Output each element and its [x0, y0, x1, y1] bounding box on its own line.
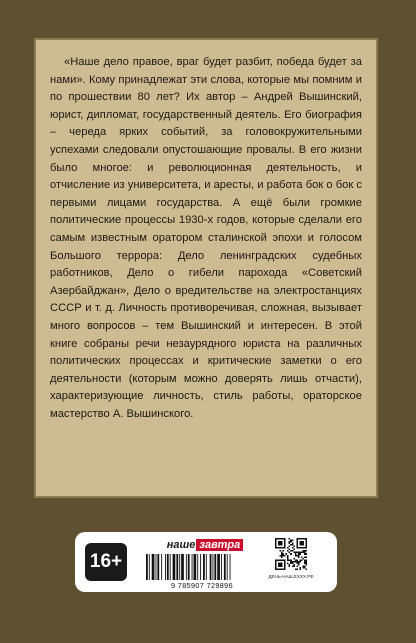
barcode-icon — [145, 554, 263, 580]
isbn-digits: 9 785907 729896 — [171, 581, 233, 590]
age-rating-text: 16+ — [89, 551, 123, 572]
publisher-logo-part1: наше — [166, 539, 196, 551]
age-rating-badge — [85, 543, 127, 581]
barcode-sticker — [75, 532, 337, 592]
qr-code-icon — [275, 538, 307, 570]
blurb-panel — [34, 38, 378, 498]
qr-caption: ДЕНЬ-НАШ.ЕXXX.РФ — [268, 574, 314, 579]
publisher-logo — [159, 538, 251, 552]
blurb-text: «Наше дело правое, враг будет разбит, победа будет за нами». Кому принадлежат эти слова, которые мы помним и по прошествии 80 лет? Их автор – Андрей Вышинский, юрист, дипломат, государственный деятель. Его биография – череда ярких событий, за головокружительными успехами следовали опустошающие провалы. В его жизни было многое: и революционная деятельность, и отчисление из университета, и аресты, и работа бок о бок с первыми лицами государства. А ещё были громкие политические процессы 1930-х годов, которые сделали его самым известным оратором сталинской эпохи и голосом Большого террора: Дело ленинградских судебных работников, Дело о гибели парохода «Советский Азербайджан», Дело о вредительстве на электростанциях СССР и т. д. Личность противоречивая, сложная, вызывает много вопросов – тем Вышинский и интересен. В этой книге собраны речи незаурядного юриста на различных политических процессах и критические заметки о его деятельности (которым можно доверять лишь отчасти), характеризующие личность, стиль работы, ораторское мастерство А. Вышинского. — [50, 56, 362, 420]
publisher-logo-part2: завтра — [196, 539, 243, 551]
